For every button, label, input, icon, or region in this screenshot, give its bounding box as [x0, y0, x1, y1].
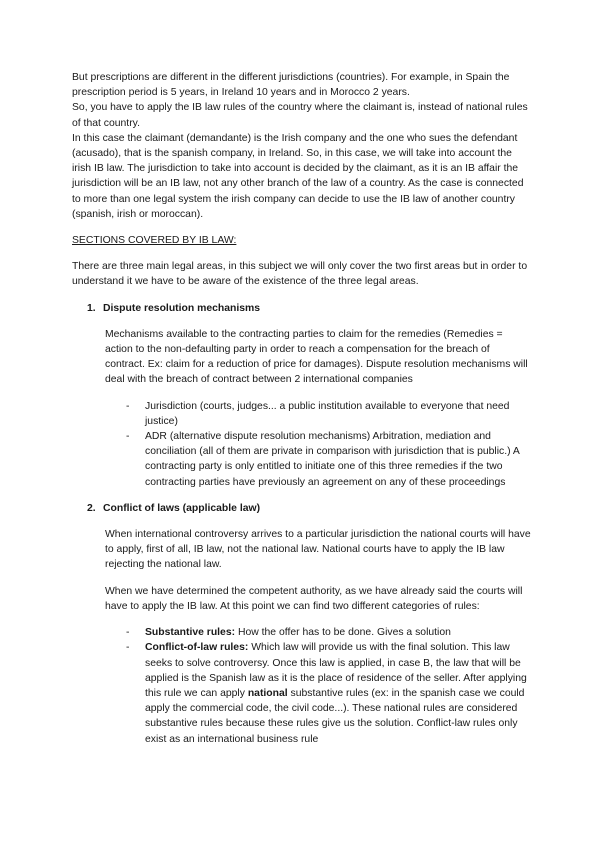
substantive-rules-text: How the offer has to be done. Gives a solution [235, 627, 451, 639]
dash-bullet: - [126, 627, 130, 639]
list-item [126, 640, 532, 746]
section-1-number: 1. [87, 302, 96, 314]
conflict-of-law-text-a: Which law will provide us with the final solution. This law seeks to solve controversy. Once this law is applied, in case B, the law that will be applied is the Spanish law as it is the place of residence of the seller. After applying this rule we can apply [145, 642, 527, 699]
dash-bullet: - [126, 431, 130, 443]
section-1-list [126, 399, 532, 490]
section-2-list [126, 625, 532, 747]
list-item [126, 429, 532, 490]
intro-paragraph-3: In this case the claimant (demandante) is the Irish company and the one who sues the defendant (acusado), that is the spanish company, in Ireland. So, in this case, we will take into account the irish IB law. The jurisdiction to take into account is decided by the claimant, as it is an IB affair the jurisdiction will be an IB law, not any other branch of the law of a country. As the case is connected to more than one legal system the irish company can decide to use the IB law of another country (spanish, irish or moroccan). [72, 132, 524, 220]
section-1-title-text: Dispute resolution mechanisms [103, 302, 261, 314]
section-2-title [87, 501, 532, 516]
document-page [72, 70, 532, 747]
list-item-text: Jurisdiction (courts, judges... a public institution available to everyone that need justice) [145, 400, 510, 427]
list-item [126, 399, 532, 429]
conflict-of-law-rules-term: Conflict-of-law rules: [145, 642, 249, 654]
dash-bullet: - [126, 400, 130, 412]
list-item-text: ADR (alternative dispute resolution mechanisms) Arbitration, mediation and conciliation (all of them are private in comparison with jurisdiction that is public.) A contracting party is only entitled to initiate one of this three remedies if the two contracting parties have previously an agreement on any of these proceedings [145, 431, 520, 488]
dash-bullet: - [126, 642, 130, 654]
substantive-rules-term: Substantive rules: [145, 627, 236, 639]
section-2-title-text: Conflict of laws (applicable law) [103, 502, 261, 514]
section-1-body: Mechanisms available to the contracting parties to claim for the remedies (Remedies = action to the non-defaulting party in order to reach a compensation for the breach of contract. Ex: claim for a reduction of price for damages). Dispute resolution mechanisms will deal with the breach of contract between 2 international companies [105, 328, 528, 386]
section-2-body-1: When international controversy arrives to a particular jurisdiction the national courts will have to apply, first of all, IB law, not the national law. National courts have to apply the IB law rejecting the national law. [105, 529, 531, 571]
intro-paragraph-2: So, you have to apply the IB law rules of the country where the claimant is, instead of national rules of that country. [72, 102, 528, 129]
intro-paragraph-1: But prescriptions are different in the different jurisdictions (countries). For example, in Spain the prescription period is 5 years, in Ireland 10 years and in Morocco 2 years. [72, 72, 510, 99]
sections-intro: There are three main legal areas, in this subject we will only cover the two first areas but in order to understand it we have to be aware of the existence of the three legal areas. [72, 261, 528, 288]
section-2-number: 2. [87, 502, 96, 514]
section-2-body-2: When we have determined the competent authority, as we have already said the courts will have to apply the IB law. At this point we can find two different categories of rules: [105, 585, 523, 612]
national-bold: national [247, 687, 288, 699]
sections-heading: SECTIONS COVERED BY IB LAW: [72, 235, 237, 247]
section-1-title [87, 301, 532, 316]
conflict-of-law-text-b: substantive rules (ex: in the spanish case we could apply the commercial code, the civil code...). These national rules are considered substantive rules because these rules give us the solution. Conflict-law rules only exist as an international business rule [145, 687, 525, 745]
list-item [126, 625, 532, 640]
